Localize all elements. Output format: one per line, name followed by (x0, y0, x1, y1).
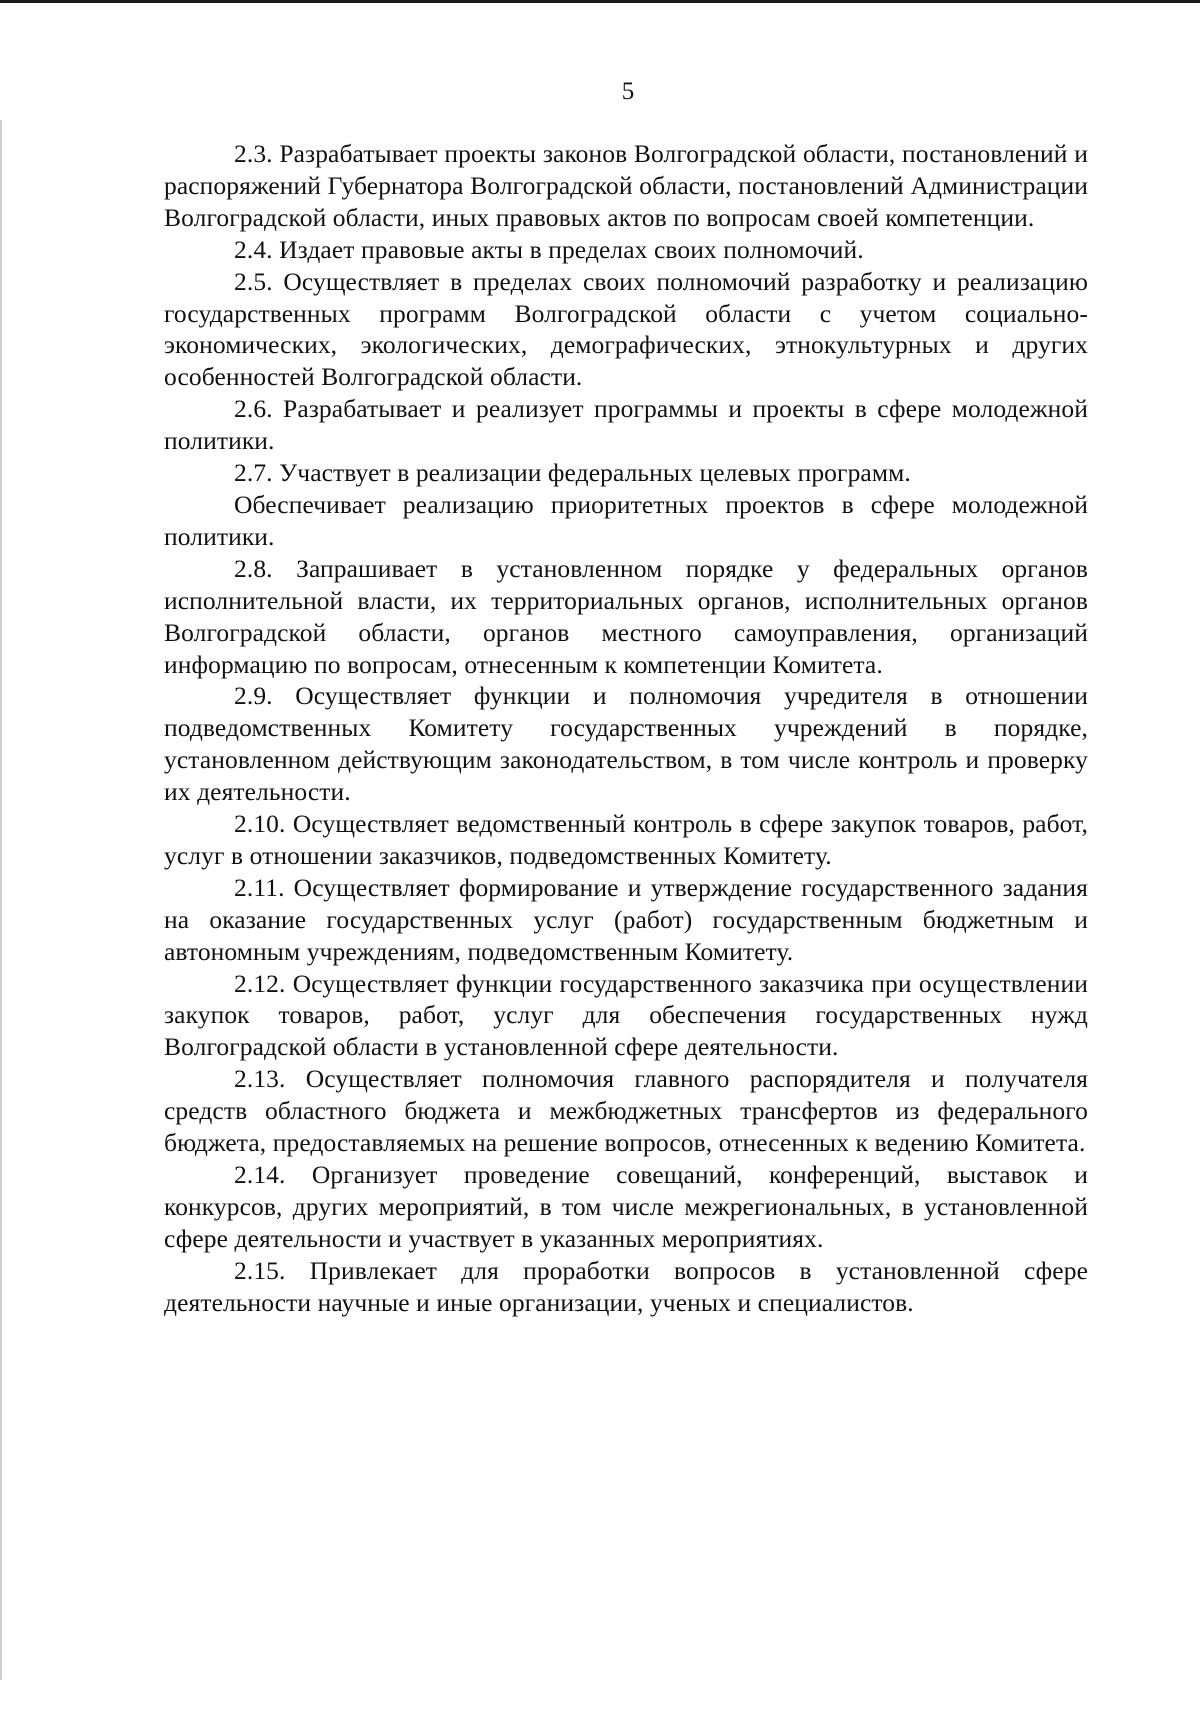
paragraph-2-3: 2.3. Разрабатывает проекты законов Волгоградской области, постановлений и распоряжений Губернатора Волгоградской области, постановлений Администрации Волгоградской области, иных правовых актов по вопросам своей компетенции. (164, 139, 1088, 232)
scan-top-edge (0, 0, 1200, 3)
page-number: 5 (621, 78, 635, 105)
scan-left-edge (0, 120, 2, 1680)
paragraph-2-9: 2.9. Осуществляет функции и полномочия учредителя в отношении подведомственных Комитету государственных учреждений в порядке, установленном действующим законодательством, в том числе контроль и проверку их деятельности. (164, 681, 1088, 807)
paragraph-2-7-continued: Обеспечивает реализацию приоритетных проектов в сфере молодежной политики. (164, 489, 1088, 551)
paragraph-2-5: 2.5. Осуществляет в пределах своих полномочий разработку и реализацию государственных программ Волгоградской области с учетом социально-экономических, экологических, демографических, этнокультурных и других особенностей Волгоградской области. (164, 266, 1088, 392)
paragraph-2-10: 2.10. Осуществляет ведомственный контроль в сфере закупок товаров, работ, услуг в отношении заказчиков, подведомственных Комитету. (164, 809, 1088, 870)
paragraph-2-15: 2.15. Привлекает для проработки вопросов в установленной сфере деятельности научные и иные организации, ученых и специалистов. (164, 1255, 1088, 1317)
paragraph-2-12: 2.12. Осуществляет функции государственного заказчика при осуществлении закупок товаров, работ, услуг для обеспечения государственных нужд Волгоградской области в установленной сфере деятельности. (164, 968, 1088, 1062)
document-body (164, 138, 1088, 1319)
paragraph-2-7: 2.7. Участвует в реализации федеральных целевых программ. (234, 458, 911, 488)
paragraph-2-13: 2.13. Осуществляет полномочия главного распорядителя и получателя средств областного бюджета и межбюджетных трансфертов из федерального бюджета, предоставляемых на решение вопросов, отнесенных к ведению Комитета. (164, 1064, 1088, 1158)
paragraph-2-11: 2.11. Осуществляет формирование и утверждение государственного задания на оказание государственных услуг (работ) государственным бюджетным и автономным учреждениям, подведомственным Комитету. (164, 872, 1088, 966)
paragraph-2-4: 2.4. Издает правовые акты в пределах своих полномочий. (234, 234, 864, 264)
paragraph-2-6: 2.6. Разрабатывает и реализует программы и проекты в сфере молодежной политики. (164, 394, 1088, 456)
paragraph-2-8: 2.8. Запрашивает в установленном порядке у федеральных органов исполнительной власти, их территориальных органов, исполнительных органов Волгоградской области, органов местного самоуправления, организаций информацию по вопросам, отнесенным к компетенции Комитета. (164, 553, 1088, 679)
paragraph-2-14: 2.14. Организует проведение совещаний, конференций, выставок и конкурсов, других мероприятий, в том числе межрегиональных, в установленной сфере деятельности и участвует в указанных мероприятиях. (164, 1160, 1088, 1253)
